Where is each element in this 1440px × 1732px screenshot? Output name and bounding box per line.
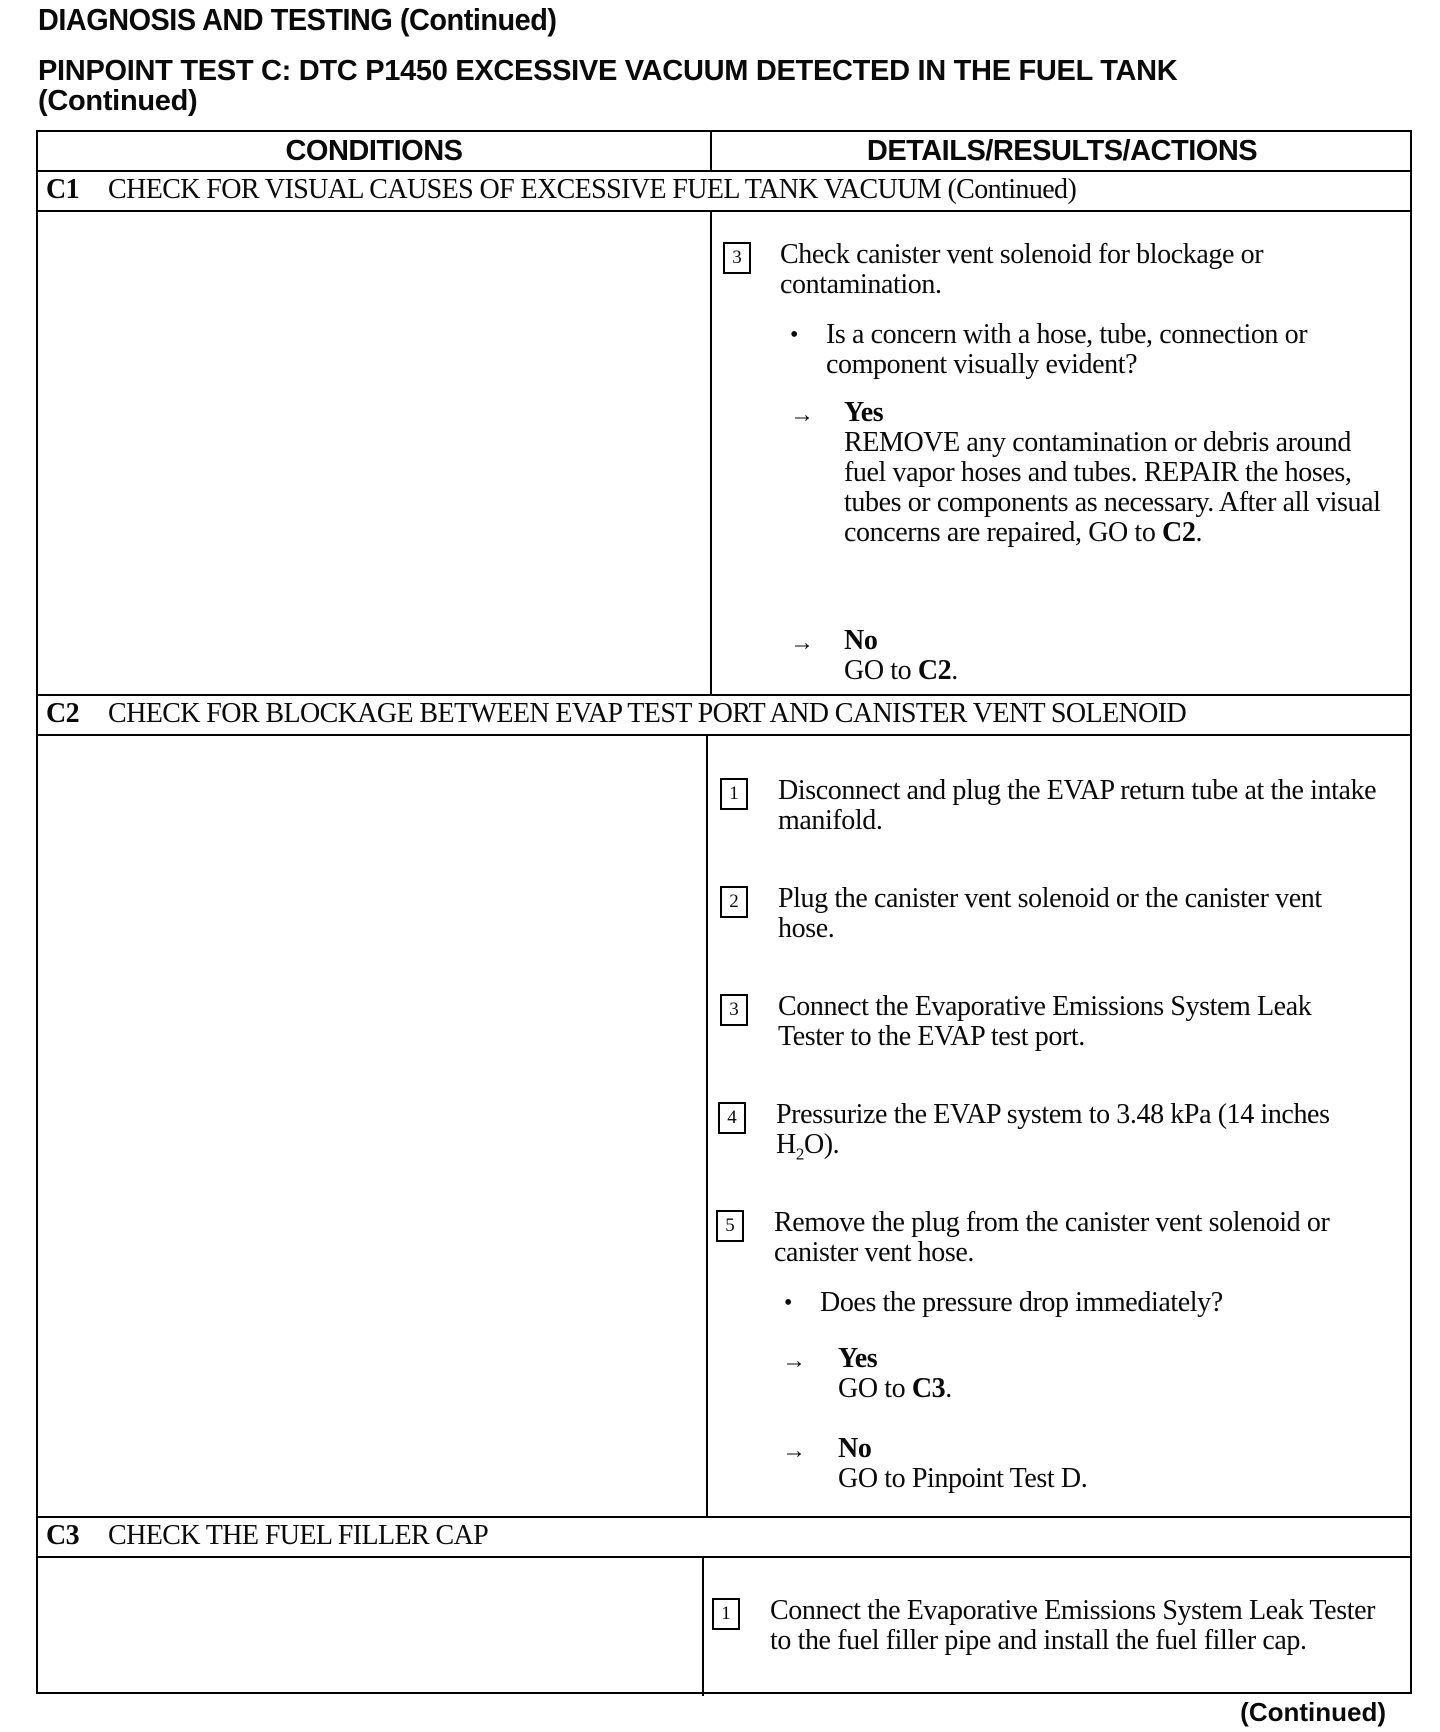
conditions-column-header: CONDITIONS [285, 135, 463, 167]
pinpoint-test-heading [38, 56, 1358, 116]
bullet-icon: • [784, 1290, 793, 1316]
row-divider [38, 210, 1410, 212]
row-divider [38, 1556, 1410, 1558]
answer-no [844, 626, 1384, 686]
answer-label: No [838, 1433, 872, 1464]
step-text: Remove the plug from the canister vent solenoid or canister vent hose. [774, 1207, 1330, 1268]
section-id: C3 [46, 1520, 80, 1551]
arrow-right-icon: → [782, 1438, 806, 1464]
arrow-right-icon: → [790, 630, 814, 656]
step-text: Disconnect and plug the EVAP return tube at the intake manifold. [778, 775, 1377, 836]
step-text: Connect the Evaporative Emissions System Leak Tester to the fuel filler pipe and install the fuel filler cap. [770, 1595, 1376, 1656]
section-id: C2 [46, 698, 80, 729]
step-number-box: 1 [712, 1598, 740, 1630]
section-c1-header [46, 170, 1076, 210]
pinpoint-test-continued: (Continued) [38, 85, 198, 117]
answer-text: GO to Pinpoint Test D. [838, 1463, 1088, 1494]
step-number-box: 2 [720, 886, 748, 918]
step-number-box: 5 [716, 1210, 744, 1242]
details-column-header: DETAILS/RESULTS/ACTIONS [866, 135, 1258, 167]
step-number-box: 3 [723, 242, 751, 274]
step-number-box: 3 [720, 994, 748, 1026]
section-title: CHECK THE FUEL FILLER CAP [108, 1520, 489, 1551]
pinpoint-test-table [36, 130, 1412, 1694]
answer-yes [844, 398, 1389, 548]
step-text: Pressurize the EVAP system to 3.48 kPa (14 inches $H_2O$). [776, 1099, 1330, 1164]
column-divider [706, 734, 708, 1516]
question-text: Does the pressure drop immediately? [820, 1287, 1223, 1318]
answer-yes [838, 1344, 1378, 1404]
section-title: CHECK FOR VISUAL CAUSES OF EXCESSIVE FUEL TANK VACUUM (Continued) [108, 174, 1077, 205]
answer-label: No [844, 625, 878, 656]
section-c2-header [46, 694, 1186, 734]
page-heading: DIAGNOSIS AND TESTING (Continued) [38, 2, 557, 37]
step-text: Check canister vent solenoid for blockage or contamination. [780, 239, 1264, 300]
continued-footer: (Continued) [1240, 1697, 1386, 1727]
step-number-box: 1 [720, 778, 748, 810]
answer-text: REMOVE any contamination or debris around fuel vapor hoses and tubes. REPAIR the hoses, tubes or components as necessary. After all visual concerns are repaired, GO to C2. [844, 427, 1381, 548]
answer-text: GO to C2. [844, 655, 958, 686]
answer-label: Yes [838, 1343, 878, 1374]
column-divider [710, 210, 712, 694]
bullet-icon: • [790, 322, 799, 348]
arrow-right-icon: → [790, 402, 814, 428]
step-text: Connect the Evaporative Emissions System Leak Tester to the EVAP test port. [778, 991, 1312, 1052]
step-text: Plug the canister vent solenoid or the canister vent hose. [778, 883, 1322, 944]
arrow-right-icon: → [782, 1348, 806, 1374]
answer-label: Yes [844, 397, 884, 428]
answer-text: GO to C3. [838, 1373, 952, 1404]
step-number-box: 4 [718, 1102, 746, 1134]
section-c3-header [46, 1516, 488, 1556]
pinpoint-test-title: PINPOINT TEST C: DTC P1450 EXCESSIVE VACUUM DETECTED IN THE FUEL TANK [38, 55, 1178, 87]
column-divider [702, 1556, 704, 1696]
question-text: Is a concern with a hose, tube, connection or component visually evident? [826, 319, 1308, 380]
section-id: C1 [46, 174, 80, 205]
row-divider [38, 734, 1410, 736]
answer-no [838, 1434, 1378, 1494]
section-title: CHECK FOR BLOCKAGE BETWEEN EVAP TEST PORT AND CANISTER VENT SOLENOID [108, 698, 1187, 729]
